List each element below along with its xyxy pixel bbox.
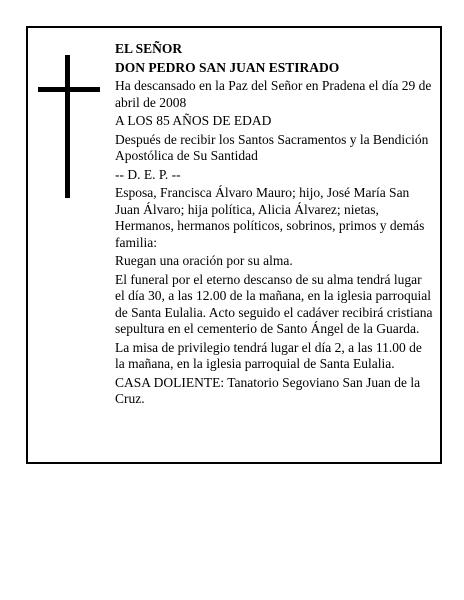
- deceased-name: DON PEDRO SAN JUAN ESTIRADO: [115, 59, 340, 75]
- cross-icon: [38, 55, 100, 198]
- sacraments-statement: Después de recibir los Santos Sacramentos y la Bendición Apostólica de Su Santidad: [115, 131, 429, 163]
- prayer-request: Ruegan una oración por su alma.: [115, 253, 293, 268]
- family-list: Esposa, Francisca Álvaro Mauro; hijo, José María San Juan Álvaro; hija política, Alicia Álvarez; nietas, Hermanos, hermanos políticos, sobrinos, primos y demás familia:: [115, 185, 425, 250]
- age-statement: A LOS 85 AÑOS DE EDAD: [115, 113, 272, 128]
- notice-title: EL SEÑOR: [115, 41, 183, 56]
- funeral-details: El funeral por el eterno descanso de su alma tendrá lugar el día 30, a las 12.00 de la mañana, en la iglesia parroquial de Santa Eulalia. Acto seguido el cadáver recibirá cristiana sepultura en el cementerio de Santo Ángel de la Guarda.: [115, 271, 433, 336]
- cross-vertical-bar: [65, 55, 70, 198]
- mass-details: La misa de privilegio tendrá lugar el día 2, a las 11.00 de la mañana, en la iglesia parroquial de Santa Eulalia.: [115, 339, 422, 371]
- rip-line: -- D. E. P. --: [115, 166, 181, 182]
- mourning-home: CASA DOLIENTE: Tanatorio Segoviano San Juan de la Cruz.: [115, 374, 421, 406]
- death-statement: Ha descansado en la Paz del Señor en Pradena el día 29 de abril de 2008: [115, 78, 432, 110]
- obituary-notice: [26, 26, 442, 464]
- cross-horizontal-bar: [38, 87, 100, 92]
- notice-text: [115, 41, 433, 410]
